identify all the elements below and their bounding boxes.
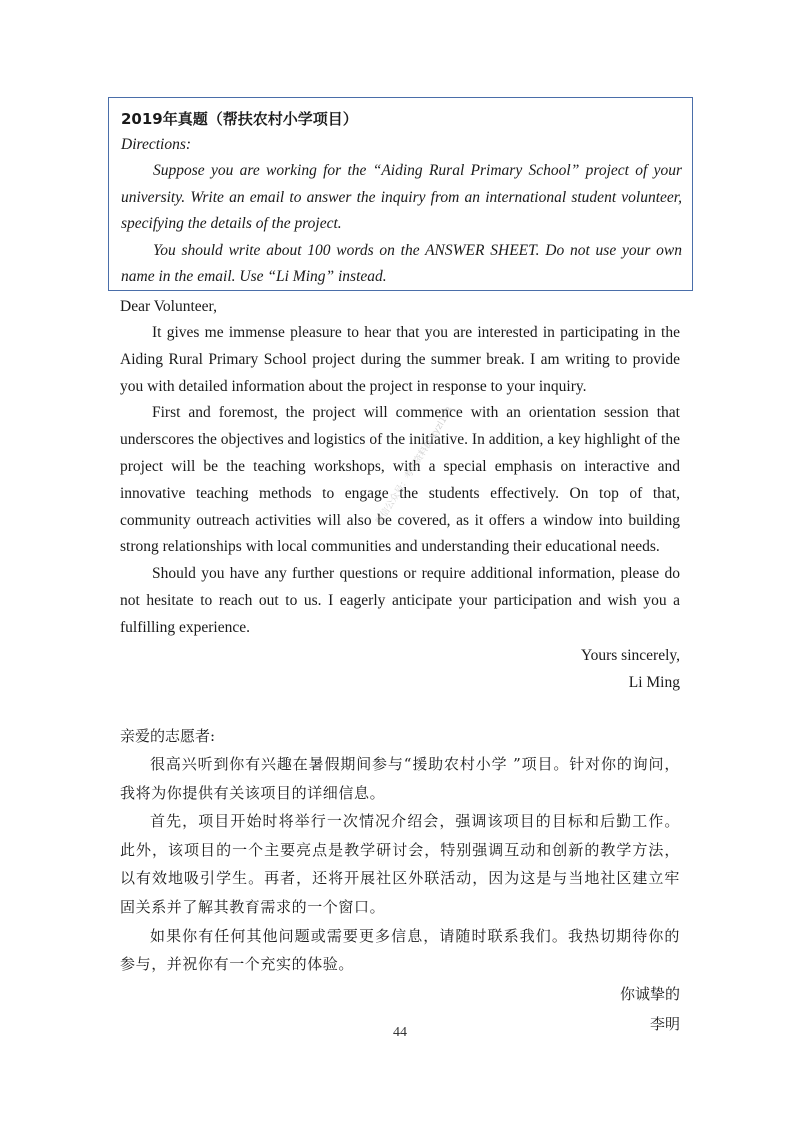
watermark: 微信公众号：考研资料群-kyzl123 bbox=[374, 405, 456, 527]
letter-paragraph: Should you have any further questions or require additional information, please do not hesitate to reach out to us. I eagerly anticipate your participation and wish you a fulfilling experience. bbox=[120, 565, 680, 636]
letter-paragraph: It gives me immense pleasure to hear that you are interested in participating in the Aiding Rural Primary School project during the summer break. I am writing to provide you with detailed information about the project in response to your inquiry. bbox=[120, 324, 680, 395]
cn-letter-closing: 你诚挚的 bbox=[619, 984, 680, 1003]
letter-closing: Yours sincerely, bbox=[580, 646, 680, 664]
page-number: 44 bbox=[393, 1025, 407, 1040]
letter-signature: Li Ming bbox=[628, 673, 680, 691]
cn-letter-signature: 李明 bbox=[649, 1014, 680, 1033]
cn-letter-greeting: 亲爱的志愿者: bbox=[120, 727, 216, 745]
cn-letter-paragraph: 如果你有任何其他问题或需要更多信息，请随时联系我们。我热切期待你的参与，并祝你有一个充实的体验。 bbox=[120, 926, 680, 974]
letter-paragraph: First and foremost, the project will commence with an orientation session that underscores the objectives and logistics of the initiative. In addition, a key highlight of the project will be the teaching workshops, with a special emphasis on interactive and innovative teaching methods to engage the students effectively. On top of that, community outreach activities will also be covered, as it offers a window into building strong relationships with local communities and understanding their educational needs. bbox=[120, 404, 680, 556]
letter-greeting: Dear Volunteer, bbox=[120, 298, 217, 315]
prompt-paragraph: Suppose you are working for the “Aiding Rural Primary School” project of your university. Write an email to answer the inquiry from an international student volunteer, specifying the details of the project. bbox=[121, 162, 682, 232]
prompt-title: 2019年真题（帮扶农村小学项目） bbox=[121, 110, 358, 128]
prompt-paragraph: You should write about 100 words on the ANSWER SHEET. Do not use your own name in the email. Use “Li Ming” instead. bbox=[121, 241, 682, 285]
chinese-letter bbox=[120, 722, 680, 1039]
exam-prompt-box bbox=[108, 97, 693, 291]
directions-label: Directions: bbox=[121, 136, 192, 153]
cn-letter-paragraph: 很高兴听到你有兴趣在暑假期间参与“援助农村小学 ”项目。针对你的询问，我将为你提供有关该项目的详细信息。 bbox=[120, 755, 680, 802]
cn-letter-paragraph: 首先，项目开始时将举行一次情况介绍会，强调该项目的目标和后勤工作。此外，该项目的一个主要亮点是教学研讨会，特别强调互动和创新的教学方法，以有效地吸引学生。再者，还将开展社区外联活动，因为这是与当地社区建立牢固关系并了解其教育需求的一个窗口。 bbox=[120, 812, 680, 916]
